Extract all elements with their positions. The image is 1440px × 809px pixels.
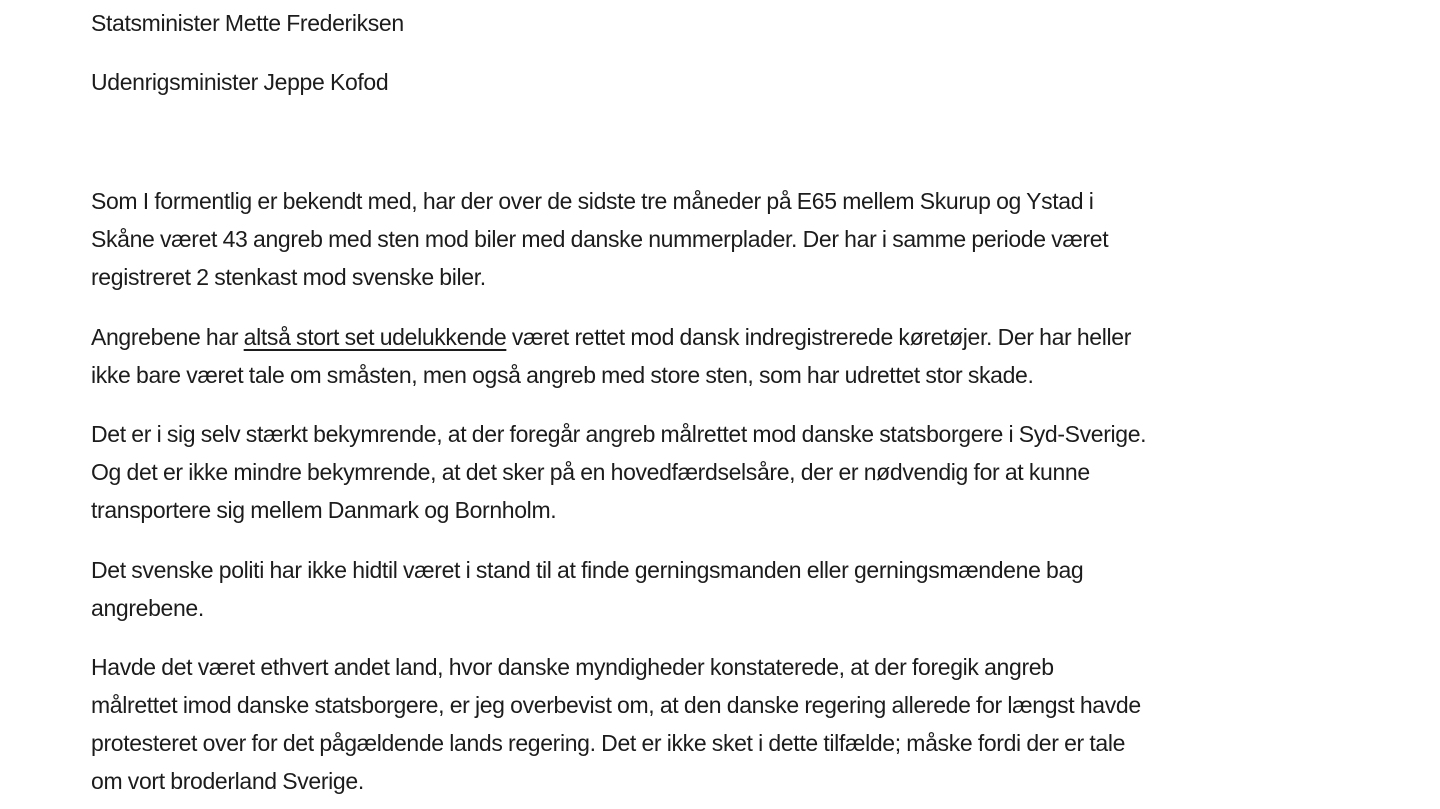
paragraph-5-line-2: målrettet imod danske statsborgere, er jeg overbevist om, at den danske regering allerede for længst havde: [91, 692, 1141, 718]
paragraph-5-line-1: Havde det været ethvert andet land, hvor danske myndigheder konstaterede, at der foregik angreb: [91, 654, 1054, 680]
paragraph-1-line-2: Skåne været 43 angreb med sten mod biler med danske nummerplader. Der har i samme periode været: [91, 226, 1109, 252]
paragraph-3-line-3: transportere sig mellem Danmark og Bornholm.: [91, 497, 557, 523]
paragraph-5-line-4: om vort broderland Sverige.: [91, 768, 364, 794]
paragraph-1-line-1: Som I formentlig er bekendt med, har der over de sidste tre måneder på E65 mellem Skurup og Ystad i: [91, 188, 1094, 214]
paragraph-5-line-3: protesteret over for det pågældende lands regering. Det er ikke sket i dette tilfælde; måske fordi der er tale: [91, 730, 1126, 756]
paragraph-4-line-1: Det svenske politi har ikke hidtil været i stand til at finde gerningsmanden eller gerningsmændene bag: [91, 557, 1084, 583]
recipient-foreign-minister: Udenrigsminister Jeppe Kofod: [91, 69, 389, 95]
paragraph-3-line-1: Det er i sig selv stærkt bekymrende, at der foregår angreb målrettet mod danske statsborgere i Syd-Sverige.: [91, 421, 1147, 447]
paragraph-3-line-2: Og det er ikke mindre bekymrende, at det sker på en hovedfærdselsåre, der er nødvendig for at kunne: [91, 459, 1090, 485]
paragraph-2-line-1: [91, 322, 1131, 352]
paragraph-2-text-after: været rettet mod dansk indregistrerede køretøjer. Der har heller: [506, 324, 1132, 350]
paragraph-2-line-2: ikke bare været tale om småsten, men også angreb med store sten, som har udrettet stor skade.: [91, 362, 1034, 388]
recipient-prime-minister: Statsminister Mette Frederiksen: [91, 10, 404, 36]
underlined-emphasis: altså stort set udelukkende: [243, 324, 507, 350]
paragraph-4-line-2: angrebene.: [91, 595, 204, 621]
paragraph-1-line-3: registreret 2 stenkast mod svenske biler.: [91, 264, 486, 290]
paragraph-2-text-before: Angrebene har: [91, 324, 244, 350]
